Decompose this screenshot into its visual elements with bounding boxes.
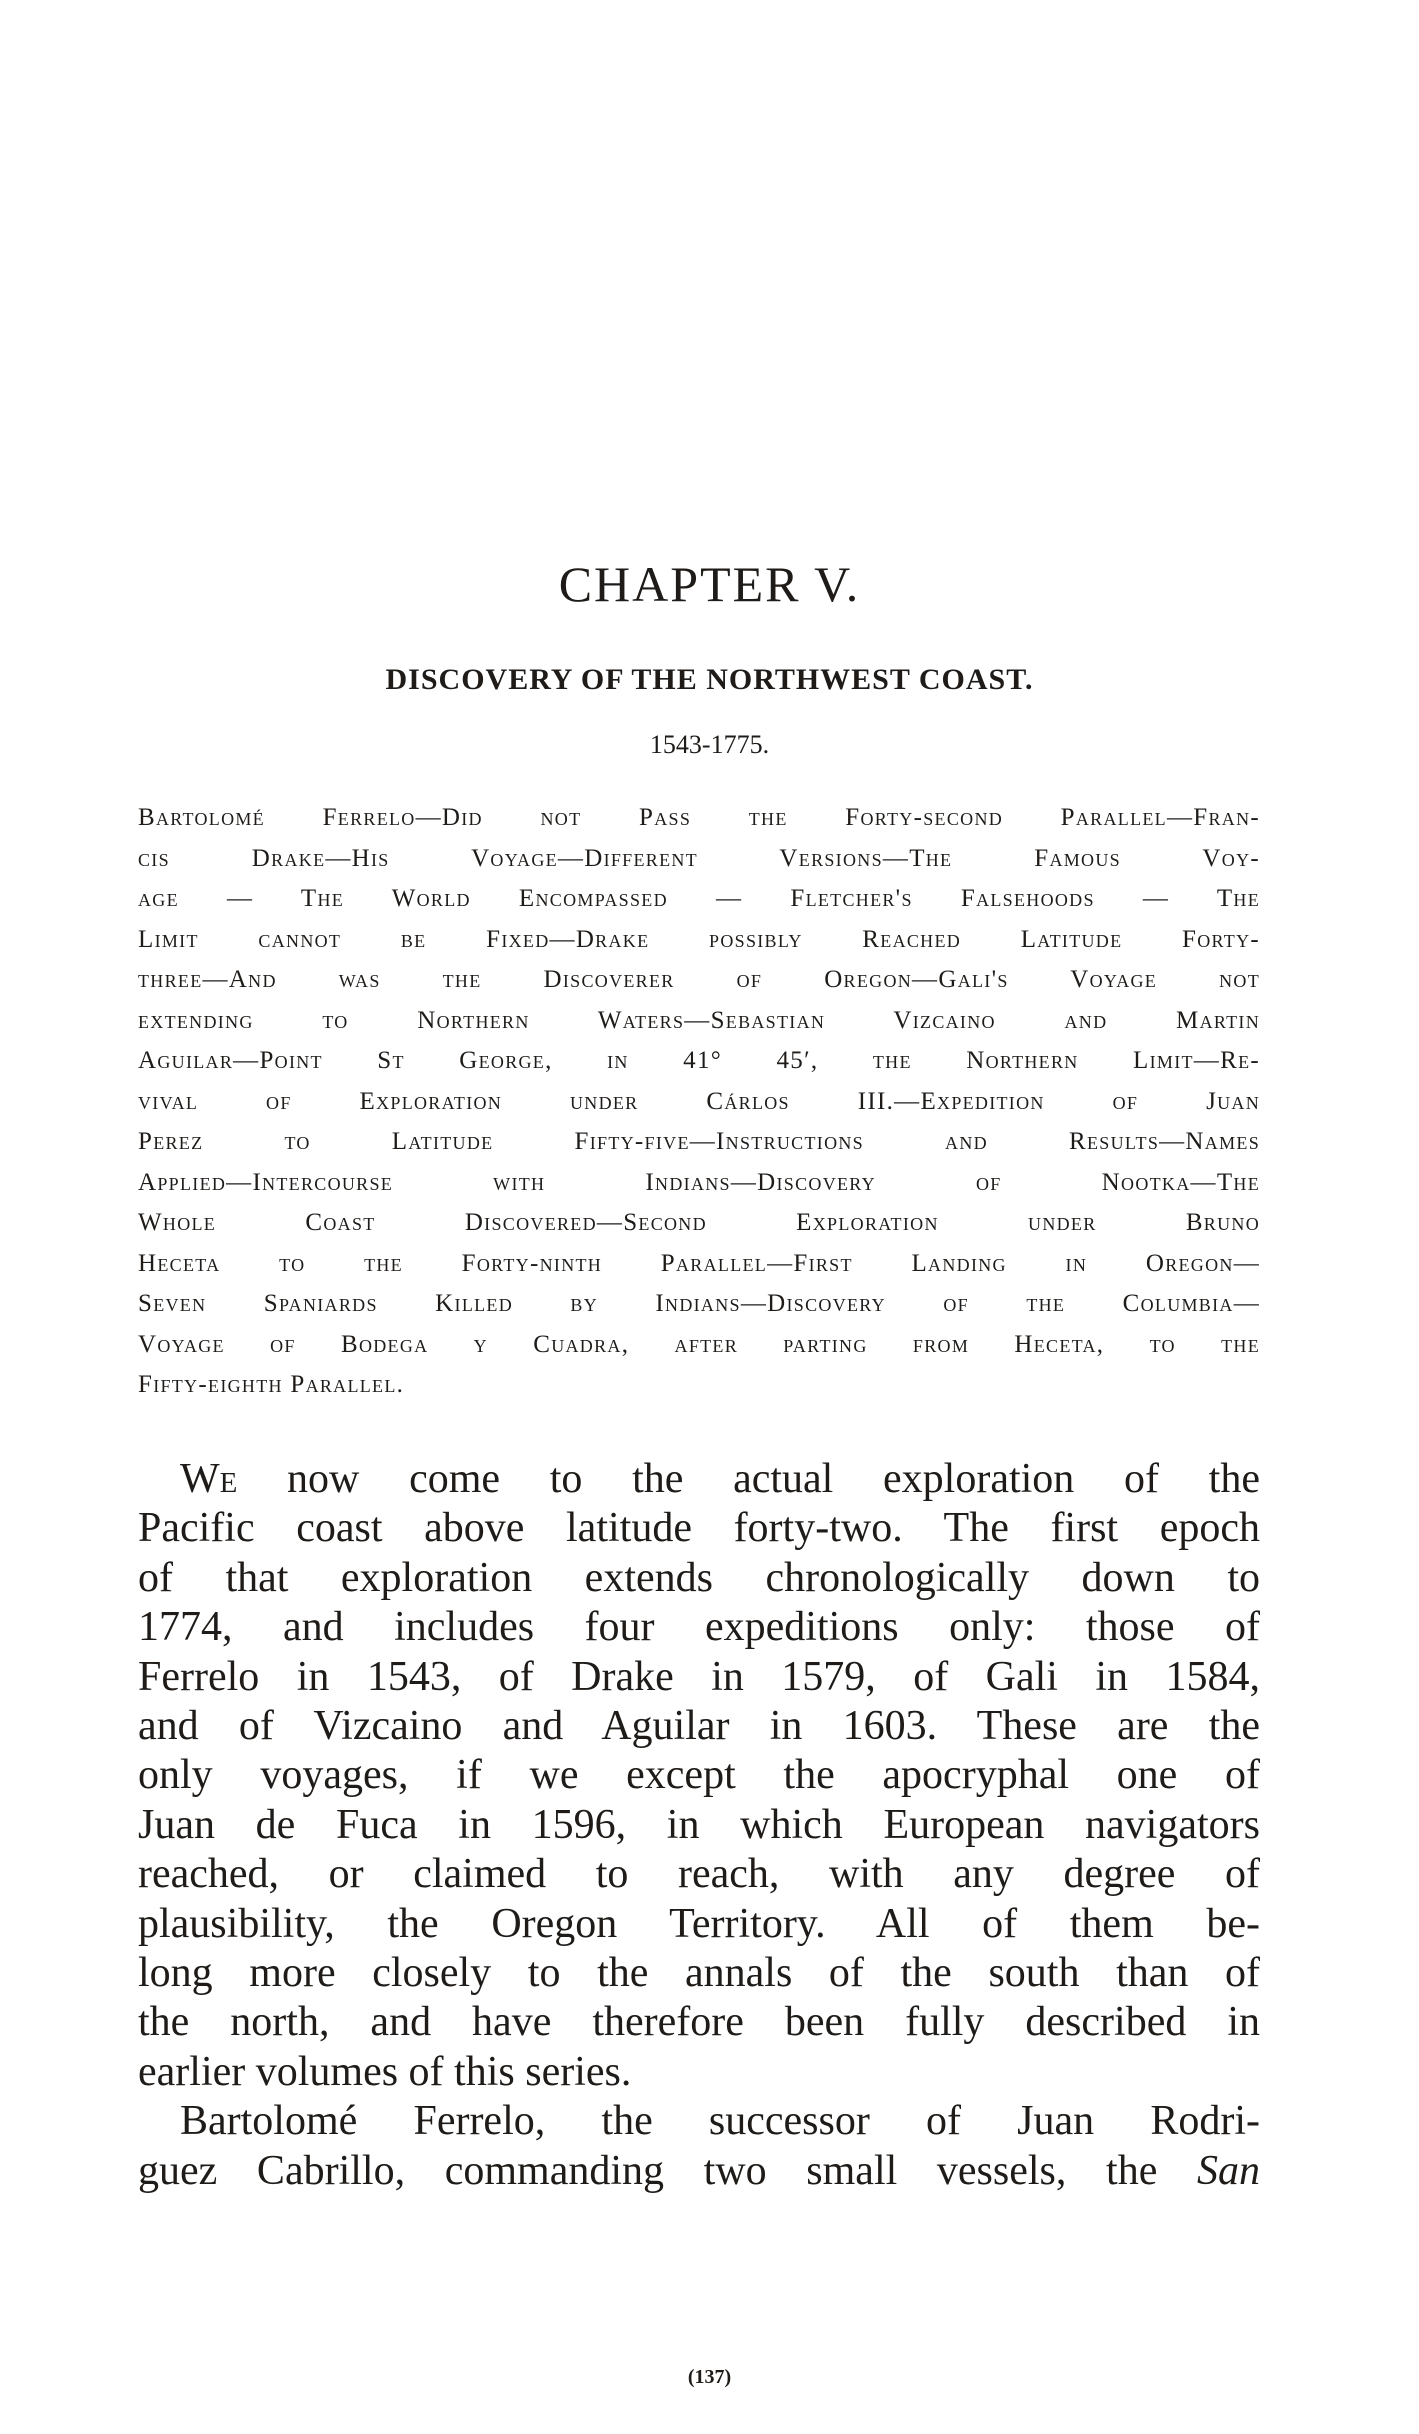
body-text [138, 1455, 1260, 2196]
synopsis-line: Limit cannot be Fixed—Drake possibly Reached Latitude Forty- [138, 925, 1260, 953]
paragraph-first-line [138, 1455, 1260, 1504]
body-line: reached, or claimed to reach, with any degree of [138, 1851, 1260, 1898]
body-line: the north, and have therefore been fully described in [138, 1999, 1260, 2046]
body-line: 1774, and includes four expeditions only: those of [138, 1604, 1260, 1651]
body-line-text: guez Cabrillo, commanding two small vessels, the [138, 2147, 1158, 2194]
body-line: long more closely to the annals of the south than of [138, 1950, 1260, 1997]
synopsis-line: Heceta to the Forty-ninth Parallel—First Landing in Oregon— [138, 1249, 1260, 1277]
lead-word: We [180, 1456, 238, 1502]
body-line: plausibility, the Oregon Territory. All of them be- [138, 1900, 1260, 1947]
chapter-subtitle: DISCOVERY OF THE NORTHWEST COAST. [385, 663, 1034, 696]
body-line: earlier volumes of this series. [138, 2048, 632, 2095]
body-line [138, 2147, 1260, 2196]
synopsis-line: Whole Coast Discovered—Second Exploration under Bruno [138, 1209, 1260, 1236]
synopsis-line: three—And was the Discoverer of Oregon—Gali's Voyage not [138, 966, 1260, 993]
synopsis-line: Applied—Intercourse with Indians—Discovery of Nootka—The [138, 1168, 1260, 1196]
body-line: Ferrelo in 1543, of Drake in 1579, of Gali in 1584, [138, 1653, 1260, 1700]
chapter-synopsis [138, 798, 1260, 1406]
synopsis-line: Aguilar—Point St George, in 41° 45′, the Northern Limit—Re- [138, 1047, 1260, 1074]
chapter-heading: CHAPTER V. [558, 556, 861, 612]
synopsis-line: Bartolomé Ferrelo—Did not Pass the Forty-second Parallel—Fran- [138, 804, 1260, 831]
body-line: of that exploration extends chronologically down to [138, 1554, 1260, 1601]
synopsis-line: Voyage of Bodega y Cuadra, after parting from Heceta, to the [138, 1330, 1260, 1358]
body-line: Juan de Fuca in 1596, in which European navigators [138, 1801, 1260, 1848]
vessel-name: San [1197, 2147, 1260, 2194]
synopsis-line: Seven Spaniards Killed by Indians—Discovery of the Columbia— [138, 1290, 1260, 1317]
page-number: (137) [687, 2366, 732, 2388]
chapter-dates: 1543-1775. [649, 730, 770, 759]
synopsis-line: Fifty-eighth Parallel. [138, 1371, 405, 1398]
synopsis-line: age — The World Encompassed — Fletcher's Falsehoods — The [138, 885, 1260, 912]
first-line-text: now come to the actual exploration of the [237, 1456, 1260, 1502]
body-line: Bartolomé Ferrelo, the successor of Juan Rodri- [180, 2098, 1260, 2145]
body-line: Pacific coast above latitude forty-two. The first epoch [138, 1505, 1260, 1552]
synopsis-line: cis Drake—His Voyage—Different Versions—The Famous Voy- [138, 844, 1260, 872]
body-line: only voyages, if we except the apocryphal one of [138, 1752, 1260, 1799]
synopsis-line: vival of Exploration under Cárlos III.—Expedition of Juan [138, 1087, 1260, 1115]
body-line: and of Vizcaino and Aguilar in 1603. These are the [138, 1703, 1260, 1750]
synopsis-line: extending to Northern Waters—Sebastian Vizcaino and Martin [138, 1006, 1260, 1034]
synopsis-line: Perez to Latitude Fifty-five—Instructions and Results—Names [138, 1128, 1260, 1155]
